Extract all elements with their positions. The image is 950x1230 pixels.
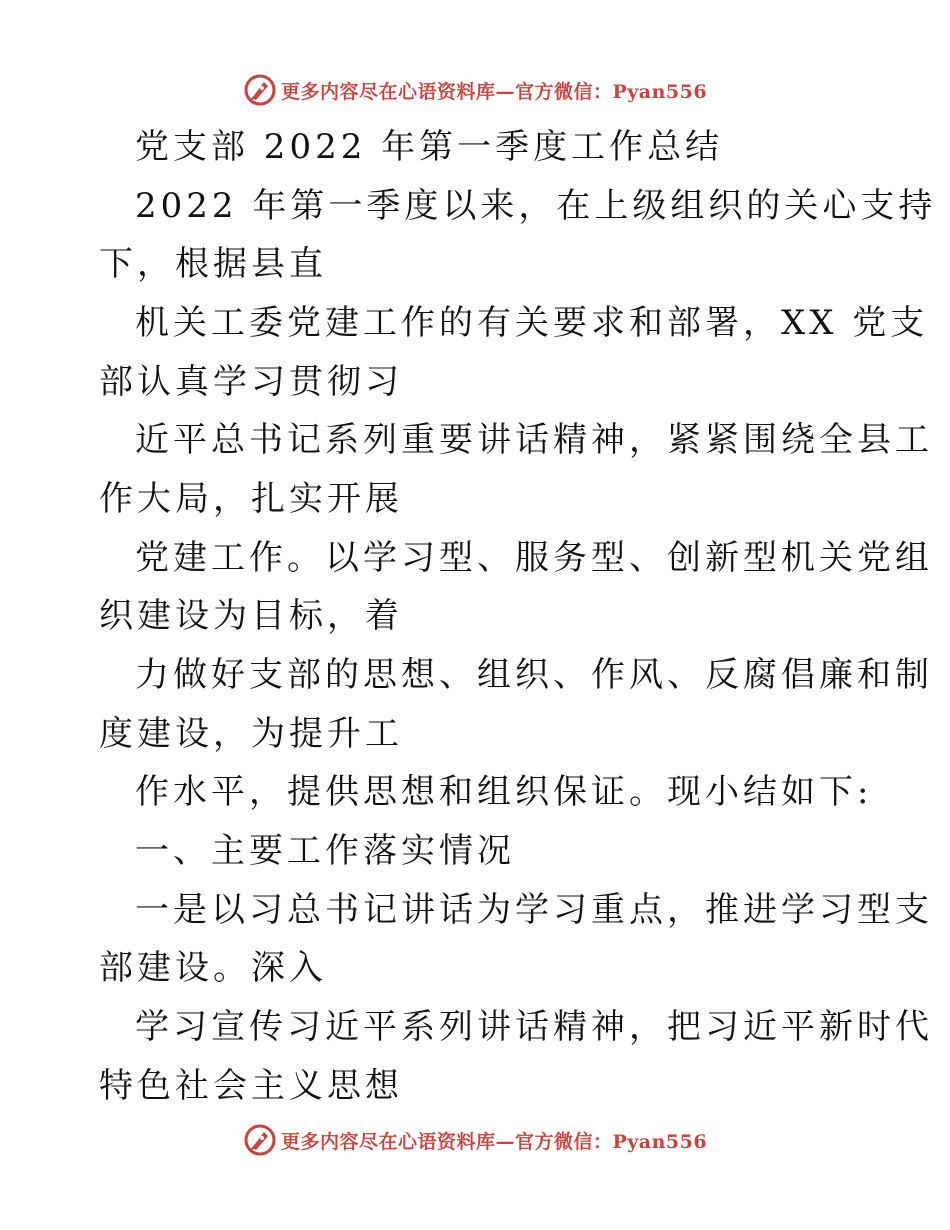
paragraph-line: 下，根据县直 (99, 244, 327, 284)
paragraph-line: 度建设，为提升工 (99, 714, 403, 754)
watermark-text: 更多内容尽在心语资料库—官方微信：Pyan556 (280, 80, 708, 103)
paragraph-line: 作大局，扎实开展 (99, 479, 403, 519)
footer-watermark (0, 1120, 950, 1160)
paragraph-line: 织建设为目标，着 (99, 596, 403, 636)
paragraph-line: 部建设。深入 (99, 948, 327, 988)
watermark-text: 更多内容尽在心语资料库—官方微信：Pyan556 (280, 1130, 708, 1153)
paragraph-line: 党建工作。以学习型、服务型、创新型机关党组 (135, 538, 933, 578)
document-title: 党支部 2022 年第一季度工作总结 (135, 127, 724, 167)
section-heading: 一、主要工作落实情况 (135, 831, 515, 871)
paragraph-line: 近平总书记系列重要讲话精神，紧紧围绕全县工 (135, 420, 933, 460)
paragraph-line: 一是以习总书记讲话为学习重点，推进学习型支 (135, 890, 933, 930)
paragraph-line: 作水平，提供思想和组织保证。现小结如下: (135, 772, 873, 812)
paragraph-line: 部认真学习贯彻习 (99, 362, 403, 402)
pen-nib-logo-icon (243, 1123, 277, 1157)
paragraph-line: 特色社会主义思想 (99, 1066, 403, 1106)
pen-nib-logo-icon (243, 73, 277, 107)
paragraph-line: 机关工委党建工作的有关要求和部署，XX 党支 (135, 303, 929, 343)
paragraph-line: 2022 年第一季度以来，在上级组织的关心支持 (135, 186, 937, 226)
paragraph-line: 学习宣传习近平系列讲话精神，把习近平新时代 (135, 1007, 933, 1047)
paragraph-line: 力做好支部的思想、组织、作风、反腐倡廉和制 (135, 655, 933, 695)
header-watermark (0, 70, 950, 110)
